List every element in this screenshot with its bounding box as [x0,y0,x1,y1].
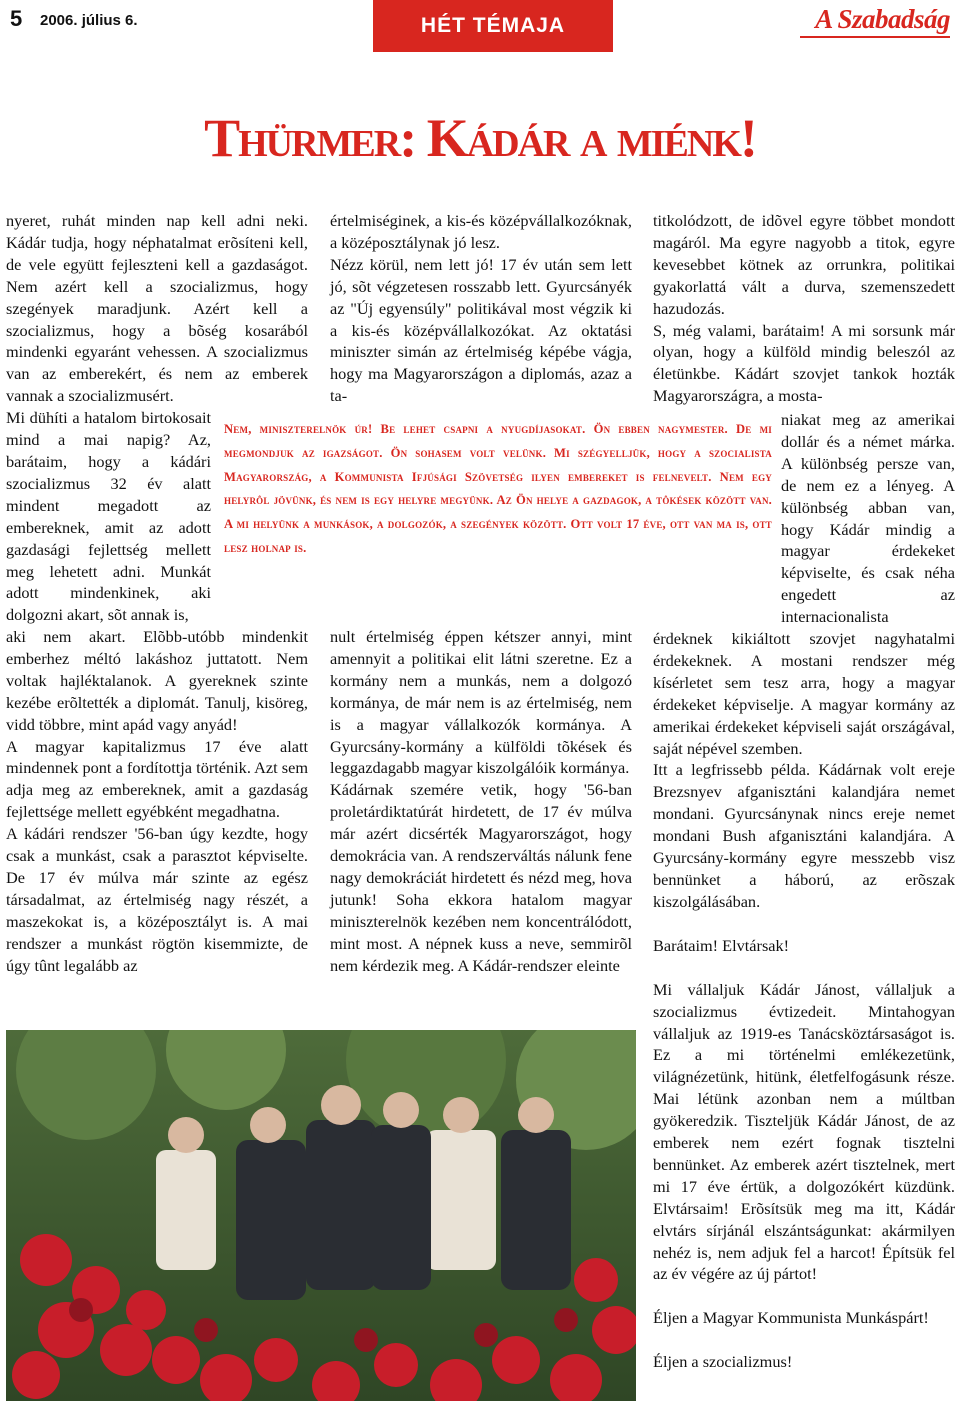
article-column-3-narrow [781,409,955,628]
col3-paragraph-3: érdeknek kikiáltott szovjet nagyhatalmi érdekeknek. A mostani rendszer még kísérletet sem tesz arra, hogy a magyar érdekeket képviselje. A magyar kormány az amerikai érdekeket képviseli saját országával, saját népével szemben. [653,629,955,758]
page-number: 5 [10,6,23,31]
article-column-1-lower [6,626,308,977]
spacer [653,913,955,935]
article-column-2 [330,210,632,407]
col3-paragraph-1: titkolódzott, de idõvel egyre többet mondott magáról. Ma egyre nagyobb a titok, egyre kevesebbet kötnek az orrunkra, politikai gyakorlattá vált a durva, szemenszedett hazudozás. [653,211,955,318]
col3-slogan-socialism: Éljen a szocializmus! [653,1352,793,1372]
pullquote: Nem, miniszterelnök úr! Be lehet csapni a nyugdíjasokat. Ön ebben nagymester. De mi megmondjuk az igazságot. Ön sohasem volt velünk. Mi szégyelljük, hogy a szocialista Magyarország, a Kommunista Ifjúsági Szövetség ilyen embereket is felnevelt. Nem egy helyrôl jövünk, és nem is egy helyre megyünk. Az Ön helye a gazdagok, a tôkések között van. A mi helyünk a munkások, a dolgozók, a szegények között. Ott volt 17 éve, ott van ma is, ott lesz holnap is. [224,422,772,555]
spacer [653,957,955,979]
col1-paragraph-2-narrow: Mi dühíti a hatalom birtokosait mind a mai napig? Az, barátaim, hogy a kádári szocializmus 32 év alatt mindent megadott az embereknek, amit az adott gazdasági fejlettség mellett meg lehetett adni. Munkát adott mindenkinek, aki dolgozni akart, sõt annak is, [6,408,211,625]
col3-greeting: Barátaim! Elvtársak! [653,935,790,955]
col1-paragraph-4: A kádári rendszer '56-ban úgy kezdte, hogy csak a munkást, csak a parasztot képviselte. De 17 év múlva már szinte az egész társadalmat, az értelmiség nagy részét, a maszekokat is, a középosztályt is. A mai rendszer a munkást rögtön kisemmizte, de úgy tûnt legalább az [6,824,308,975]
col1-paragraph-3: A magyar kapitalizmus 17 éve alatt mindennek pont a fordítottja történik. Azt sem adja meg az embereknek, amit a gazdaság fejlettsége mellett egyébként megadhatna. [6,736,308,822]
col2-paragraph-3: nult értelmiség éppen kétszer annyi, mint amennyit a politikai elit látni szeretne. Ez a kormány nem a munkás, nem a dolgozó kormánya, de már nem is az értelmiség, nem is a magyar vállalkozók kormánya. A Gyurcsány-kormány a külföldi tõkések és leggazdagabb magyar kiszolgálóik kormánya. [330,627,632,778]
issue-date: 2006. július 6. [40,12,138,29]
col3-paragraph-4: Itt a legfrissebb példa. Kádárnak volt ereje Brezsnyev afganisztáni kalandjára nemet mondani. Gyurcsánynak nincs ereje nemet mondani Bush afganisztáni kalandjára. A Gyurcsány-kormány egyre messzebb visz bennünket a háború, az erõszak kiszolgálásában. [653,760,955,911]
col2-paragraph-4: Kádárnak szemére vetik, hogy '56-ban proletárdiktatúrát hirdetett, de 17 év múlva már azért dicsérték Magyarországot, hogy demokrácia van. A rendszerváltás nálunk fene nagy demokráciát hirdetett és nézd meg, hova jutunk! Soha ekkora hatalom magyar miniszterelnök kezében nem koncentrálódott, mint most. A népnek kuss a neve, semmirõl nem kérdezik meg. A Kádár-rendszer eleinte [330,780,632,975]
photo-illustration [6,1030,636,1401]
article-column-2-lower [330,626,632,977]
page-header [0,0,960,60]
col3-paragraph-2: S, még valami, barátaim! A mi sorsunk már olyan, hogy a külföld mindig beleszól az életünkbe. Kádárt szovjet tankok hozták Magyarországra, a mosta- [653,320,955,406]
col1-paragraph-2-wide: aki nem akart. Elõbb-utóbb mindenkit emberhez méltó lakáshoz juttatott. Nem voltak hajléktalanok. A gyereknek szinte kezébe erõltették a diplomát. Tanulj, kisöreg, vidd többre, mint apád vagy anyád! [6,627,308,734]
spacer [653,1329,955,1351]
spacer [653,1285,955,1307]
section-tag: HÉT TÉMAJA [373,0,613,52]
wreath-laying-ceremony-photo [6,1030,636,1401]
logo-underline [800,36,950,38]
article-column-3-lower [653,628,955,1373]
col1-paragraph-1: nyeret, ruhát minden nap kell adni neki. Kádár tudja, hogy néphatalmat erõsíteni kell, de vele együtt fejleszteni kell a gazdaságot. Nem azért kell a szocializmus, hogy szegények maradjunk. Azért kell a szocializmus, hogy a bõség kosarából mindenki egyaránt vehessen. A szocializmus van az emberekért, és nem az emberek vannak a szocializmusért. [6,211,308,406]
page-headline: Thürmer: Kádár a miénk! [204,108,756,168]
col2-paragraph-1: értelmiséginek, a kis-és középvállalkozóknak, a középosztálynak jó lesz. [330,211,632,252]
col2-paragraph-2: Nézz körül, nem lett jó! 17 év után sem lett jó, sõt végzetesen rosszabb lett. Gyurcsányék az "Új egyensúly" politikával most végzik ki a kis-és középvállalkozókat. Az oktatási miniszter simán az értelmiség képébe vágja, hogy ma Magyarországon a diplomás, azaz a ta- [330,254,632,406]
col3-paragraph-6: Mi vállaljuk Kádár Jánost, vállaljuk a szocializmus évtizedeit. Mintahogyan vállaljuk az 1919-es Tanácsköztársaságot is. Ez a mi történelmi emlékezetünk, világnézetünk, hitünk, életfelfogásunk része. Mai létünk azonban nem a múltban gyökeredzik. Tiszteljük Kádár Jánost, de az emberek nem ezért fognak tisztelni bennünket. Az emberek azért tisztelnek, mert mi 17 éve értük, a dolgozókért küzdünk. Elvtársaim! Erõsítsük meg ma itt, Kádár elvtárs sírjánál elszántságunkat: akármilyen nehéz is, nem adjuk fel a harcot! Építsük fel az év végére az új pártot! [653,979,955,1284]
col3-paragraph-2-narrow: niakat meg az amerikai dollár és a német márka. A különbség persze van, de nem ez a lényeg. A különbség abban van, hogy Kádár mindig a magyar érdekeket képviselte, és csak néha engedett az internacionalista [781,410,955,627]
article-column-3 [653,210,955,407]
col3-slogan-party: Éljen a Magyar Kommunista Munkáspárt! [653,1308,929,1328]
newspaper-logo: A Szabadság [815,4,950,34]
